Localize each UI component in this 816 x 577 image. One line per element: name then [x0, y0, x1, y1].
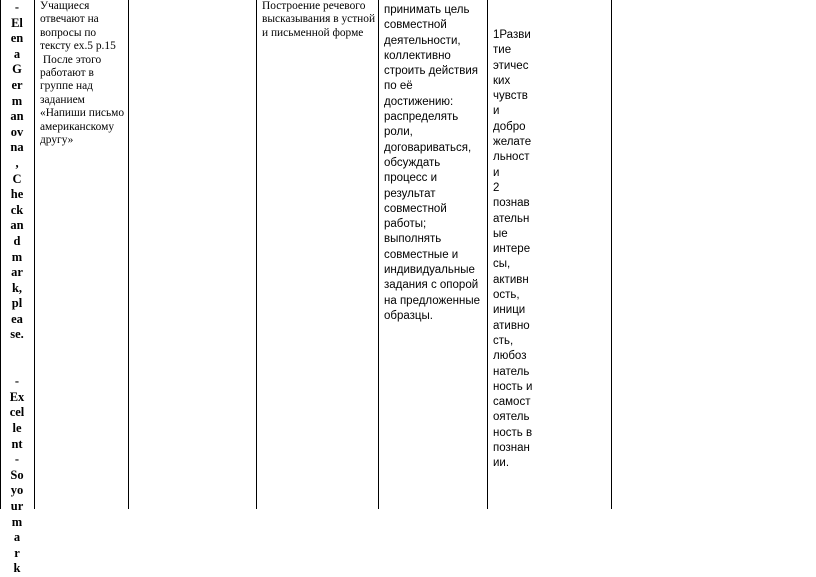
cell-text-line: познав: [493, 197, 530, 210]
cell-text-line: d: [13, 233, 21, 248]
cell-text-line: m: [11, 93, 23, 108]
cell-text-line: -: [14, 0, 20, 14]
personal-results-cell: [493, 28, 538, 537]
cell-text-line: образцы.: [384, 309, 433, 322]
cell-text-line: чувств: [493, 90, 528, 103]
cell-text-line: выполнять: [384, 233, 442, 246]
cell-text-line: совместной: [384, 202, 447, 215]
cell-text-line: na: [10, 140, 24, 155]
cell-text-line: самост: [493, 396, 531, 409]
cell-text-line: отвечают на: [40, 13, 99, 26]
cell-text-line: интере: [493, 243, 531, 256]
cell-text-line: an: [10, 109, 24, 124]
cell-text-line: G: [12, 62, 22, 77]
cell-text-line: ии.: [493, 457, 510, 470]
cell-text-line: So: [10, 467, 24, 482]
cell-text-line: ативно: [493, 319, 530, 332]
cell-text-line: любоз: [493, 350, 527, 363]
cell-text-line: nt: [11, 436, 23, 451]
column-border: [0, 0, 1, 509]
cell-text-line: ые: [493, 227, 508, 240]
cell-text-line: распределять: [384, 111, 459, 124]
cell-text-line: ность в: [493, 426, 533, 439]
cell-text-line: -: [14, 374, 20, 389]
cell-text-line: ательн: [493, 212, 530, 225]
column-border: [256, 0, 257, 509]
cell-text-line: ck: [10, 202, 24, 217]
cell-text-line: se.: [10, 327, 24, 342]
cell-text-line: тие: [493, 44, 512, 57]
cell-text-line: Построение речевого: [262, 0, 366, 12]
column-border: [34, 0, 35, 509]
cell-text-line: C: [12, 171, 22, 186]
cell-text-line: и: [493, 105, 500, 118]
cell-text-line: работают в: [40, 67, 94, 80]
cell-text-line: совместной: [384, 19, 447, 32]
cell-text-line: индивидуальные: [384, 264, 475, 277]
cell-text-line: группе над: [40, 80, 93, 93]
cell-text-line: сть,: [493, 334, 514, 347]
cell-text-line: совместные и: [384, 248, 459, 261]
cell-text-line: сы,: [493, 258, 511, 271]
column-border: [487, 0, 488, 509]
cell-text-line: ea: [11, 311, 23, 326]
cell-text-line: активн: [493, 273, 529, 286]
cell-text-line: и письменной форме: [262, 26, 364, 39]
cell-text-line: и: [493, 166, 500, 179]
cell-text-line: по её: [384, 80, 413, 93]
cell-text-line: pl: [11, 296, 23, 311]
cell-text-line: процесс и: [384, 172, 437, 185]
cell-text-line: достижению:: [384, 95, 454, 108]
cell-text-line: m: [11, 514, 23, 529]
cell-text-line: -: [14, 452, 20, 467]
cell-text-line: После этого: [40, 53, 102, 66]
cell-text-line: a: [13, 46, 21, 61]
activity-cell: [40, 0, 130, 509]
cell-text-line: er: [11, 77, 23, 92]
cell-text-line: cel: [9, 405, 25, 420]
cell-text-line: желате: [493, 136, 532, 149]
cell-text-line: 2: [493, 181, 500, 194]
cell-text-line: на предложенные: [384, 294, 480, 307]
cell-text-line: an: [10, 218, 24, 233]
cell-text-line: этичес: [493, 59, 529, 72]
cell-text-line: a: [13, 530, 21, 545]
cell-text-line: Учащиеся: [40, 0, 90, 12]
cell-text-line: ность и: [493, 380, 533, 393]
cell-text-line: американскому: [40, 120, 115, 133]
cell-text-line: k,: [11, 280, 23, 295]
cell-text-line: принимать цель: [384, 4, 470, 16]
cell-text-line: познан: [493, 442, 530, 455]
cell-text-line: задания с опорой: [384, 279, 479, 292]
cell-text-line: he: [10, 187, 24, 202]
cell-text-line: [3, 343, 31, 359]
cell-text-line: иници: [493, 304, 526, 317]
cell-text-line: ких: [493, 74, 511, 87]
cell-text-line: заданием: [40, 93, 85, 106]
cell-text-line: добро: [493, 120, 526, 133]
cell-text-line: 1Разви: [493, 29, 531, 41]
cell-text-line: обсуждать: [384, 156, 441, 169]
cell-text-line: высказывания в устной: [262, 13, 376, 26]
cell-text-line: yo: [10, 483, 24, 498]
cell-text-line: договариваться,: [384, 141, 472, 154]
cell-text-line: en: [10, 31, 24, 46]
column-border: [611, 0, 612, 509]
cell-text-line: льност: [493, 151, 530, 164]
cell-text-line: Ex: [9, 389, 25, 404]
cell-text-line: ov: [10, 124, 24, 139]
cell-text-line: ur: [10, 499, 24, 513]
cell-text-line: ar: [11, 265, 23, 280]
cell-text-line: ость,: [493, 289, 520, 302]
skill-cell: [262, 0, 376, 509]
cell-text-line: вопросы по: [40, 26, 97, 39]
cell-text-line: ,: [15, 155, 19, 170]
cell-text-line: другу»: [40, 134, 74, 147]
column-border: [378, 0, 379, 509]
cell-text-line: коллективно: [384, 49, 451, 62]
cell-text-line: роли,: [384, 126, 413, 139]
cell-text-line: строить действия: [384, 65, 478, 78]
cell-text-line: результат: [384, 187, 436, 200]
uud-cell: [384, 3, 486, 512]
cell-text-line: El: [11, 15, 23, 30]
cell-text-line: оятель: [493, 411, 530, 424]
cell-text-line: «Напиши письмо: [40, 107, 125, 120]
cell-text-line: r: [14, 545, 20, 560]
cell-text-line: работы;: [384, 218, 427, 231]
cell-text-line: деятельности,: [384, 34, 461, 47]
cell-text-line: [3, 359, 31, 375]
name-cell: [3, 0, 31, 576]
cell-text-line: m: [11, 249, 23, 264]
cell-text-line: натель: [493, 365, 530, 378]
cell-text-line: le: [12, 421, 22, 436]
cell-text-line: k: [13, 561, 21, 576]
cell-text-line: тексту ex.5 p.15: [40, 40, 116, 53]
